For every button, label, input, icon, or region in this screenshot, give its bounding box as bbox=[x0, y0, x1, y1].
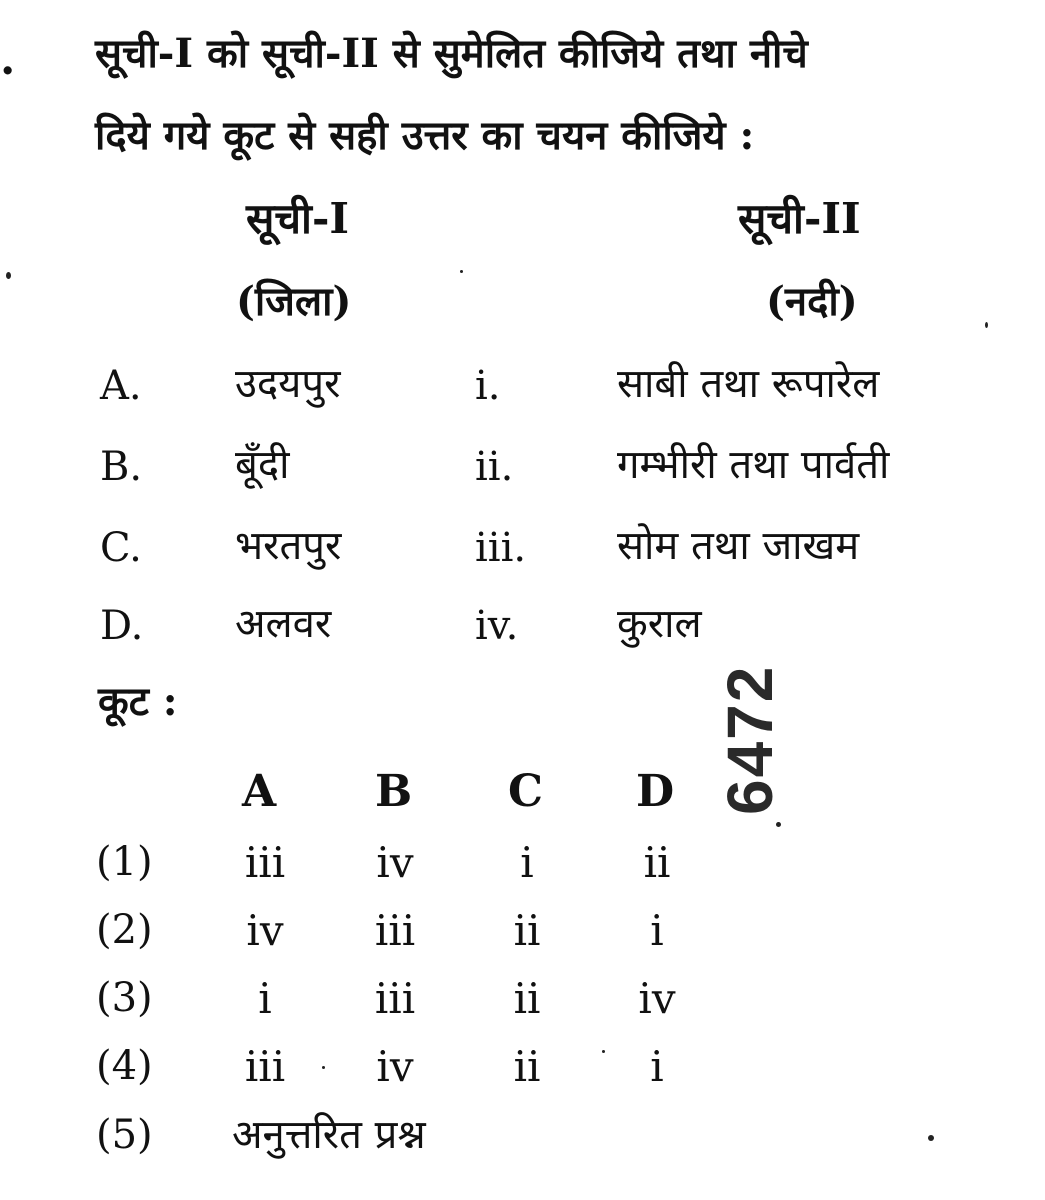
option-value: ii bbox=[513, 1042, 541, 1091]
option-number: (4) bbox=[96, 1043, 153, 1089]
option-value: ii bbox=[513, 974, 541, 1023]
list-1-title: सूची-I bbox=[246, 194, 350, 243]
question-stem-line-1: सूची-I को सूची-II से सुमेलित कीजिये तथा नीचे bbox=[95, 30, 808, 77]
option-value: ii bbox=[513, 906, 541, 955]
code-header-b: B bbox=[375, 766, 413, 817]
option-value: i bbox=[258, 974, 272, 1023]
river-index: iv. bbox=[475, 603, 519, 649]
option-number: (2) bbox=[96, 907, 153, 953]
code-header-c: C bbox=[508, 766, 544, 817]
district-name: भरतपुर bbox=[235, 523, 342, 569]
district-name: अलवर bbox=[235, 601, 332, 647]
scan-speck bbox=[776, 822, 781, 827]
option-value: i bbox=[650, 906, 664, 955]
option-value: iii bbox=[374, 906, 416, 955]
river-index: ii. bbox=[475, 444, 514, 490]
row-letter: C. bbox=[100, 525, 142, 571]
option-value: iv bbox=[376, 838, 414, 887]
river-name: सोम तथा जाखम bbox=[617, 523, 860, 569]
scan-speck bbox=[6, 272, 11, 279]
scan-speck bbox=[928, 1135, 934, 1141]
river-index: iii. bbox=[475, 525, 527, 571]
river-name: गम्भीरी तथा पार्वती bbox=[617, 442, 890, 488]
question-number: . bbox=[0, 34, 16, 85]
list-2-title: सूची-II bbox=[738, 194, 861, 243]
code-header-a: A bbox=[242, 766, 277, 817]
row-letter: A. bbox=[100, 363, 142, 409]
list-2-subtitle: (नदी) bbox=[766, 278, 858, 325]
option-number: (3) bbox=[96, 975, 153, 1021]
option-value: iv bbox=[376, 1042, 414, 1091]
option-value: i bbox=[650, 1042, 664, 1091]
option-number: (5) bbox=[96, 1112, 153, 1158]
option-number: (1) bbox=[96, 839, 153, 885]
code-label: कूट : bbox=[98, 678, 178, 725]
district-name: बूँदी bbox=[235, 442, 290, 488]
river-index: i. bbox=[475, 363, 501, 409]
option-value: iv bbox=[246, 906, 284, 955]
list-1-subtitle: (जिला) bbox=[236, 278, 352, 325]
question-stem-line-2: दिये गये कूट से सही उत्तर का चयन कीजिये : bbox=[95, 112, 755, 159]
code-header-d: D bbox=[636, 766, 675, 817]
option-value: iv bbox=[638, 974, 676, 1023]
option-value: i bbox=[520, 838, 534, 887]
stamp-number bbox=[712, 590, 800, 820]
scan-speck bbox=[602, 1050, 605, 1053]
row-letter: B. bbox=[100, 444, 143, 490]
stamp-text: 6472 bbox=[714, 664, 786, 815]
river-name: कुराल bbox=[617, 601, 702, 647]
scan-speck bbox=[322, 1066, 325, 1069]
option-value: ii bbox=[643, 838, 671, 887]
river-name: साबी तथा रूपारेल bbox=[617, 361, 880, 407]
option-value: iii bbox=[244, 838, 286, 887]
option-value: iii bbox=[244, 1042, 286, 1091]
unanswered-text: अनुत्तरित प्रश्न bbox=[232, 1112, 426, 1158]
district-name: उदयपुर bbox=[235, 361, 341, 407]
scan-speck bbox=[460, 270, 463, 273]
scan-speck bbox=[985, 322, 988, 328]
option-value: iii bbox=[374, 974, 416, 1023]
row-letter: D. bbox=[100, 603, 144, 649]
